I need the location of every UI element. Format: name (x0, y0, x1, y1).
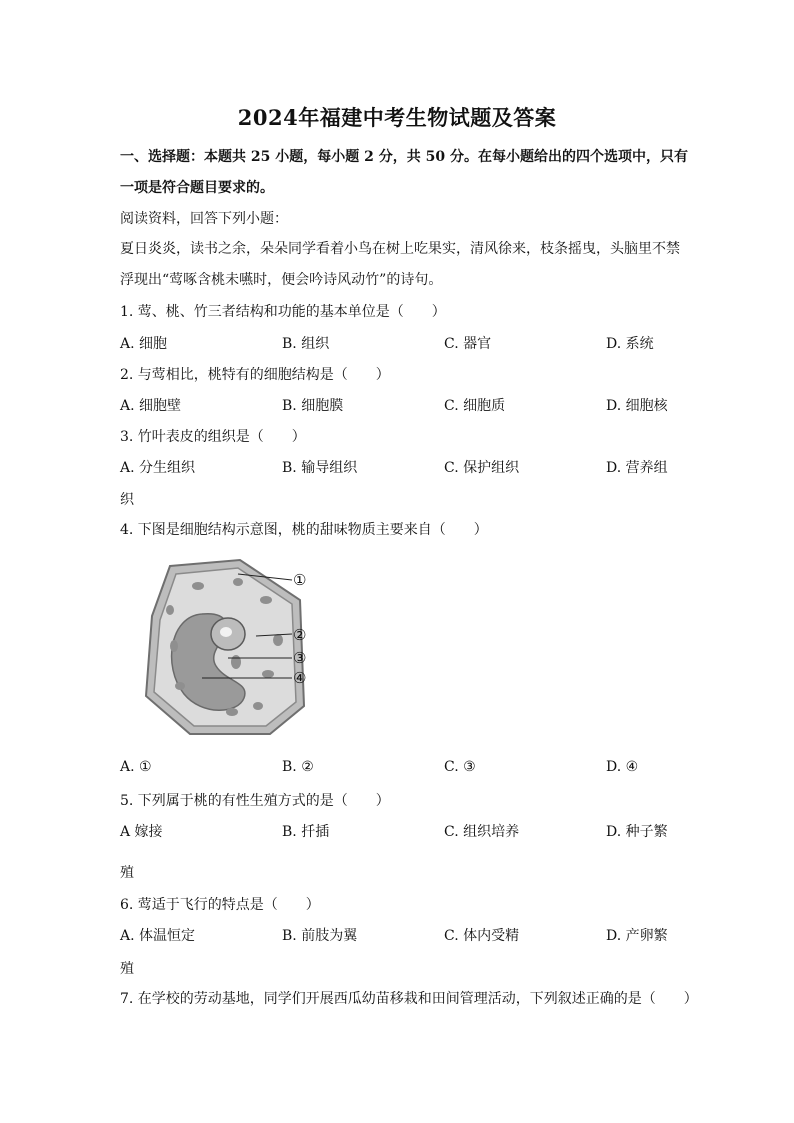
question-3-option-a: A. 分生组织 (120, 460, 196, 476)
question-4-option-a: A. ① (120, 759, 152, 775)
question-3-option-d: D. 营养组 (606, 460, 668, 476)
intro-lead: 阅读资料，回答下列小题： (120, 211, 288, 227)
question-2-option-c: C. 细胞质 (444, 398, 506, 414)
question-4-stem: 4. 下图是细胞结构示意图，桃的甜味物质主要来自（ ） (120, 522, 488, 538)
question-5-option-b: B. 扦插 (282, 824, 330, 840)
question-4-option-c: C. ③ (444, 759, 476, 775)
question-6-option-d: D. 产卵繁 (606, 928, 668, 944)
question-6-option-b: B. 前肢为翼 (282, 928, 358, 944)
page-title: 2024年福建中考生物试题及答案 (237, 105, 557, 130)
question-6-option-a: A. 体温恒定 (120, 928, 196, 944)
question-2-stem: 2. 与莺相比，桃特有的细胞结构是（ ） (120, 367, 390, 383)
question-3-option-c: C. 保护组织 (444, 460, 520, 476)
intro-paragraph-line1: 夏日炎炎，读书之余，朵朵同学看着小鸟在树上吃果实，清风徐来，枝条摇曳，头脑里不禁 (120, 241, 680, 257)
chloroplast (166, 605, 174, 615)
question-2-option-a: A. 细胞壁 (120, 398, 182, 414)
question-2-option-b: B. 细胞膜 (282, 398, 344, 414)
question-7-stem: 7. 在学校的劳动基地，同学们开展西瓜幼苗移栽和田间管理活动，下列叙述正确的是（ ） (120, 991, 698, 1007)
question-1-option-a: A. 细胞 (120, 336, 168, 352)
figure-marker-4: ④ (293, 669, 307, 687)
question-4-option-b: B. ② (282, 759, 314, 775)
figure-marker-3: ③ (293, 649, 307, 667)
chloroplast (273, 634, 283, 646)
nucleolus (220, 627, 232, 637)
question-5-option-d-wrap: 殖 (120, 865, 134, 881)
question-6-option-d-wrap: 殖 (120, 961, 134, 977)
question-3-option-d-wrap: 织 (120, 492, 134, 508)
chloroplast (226, 708, 238, 716)
chloroplast (192, 582, 204, 590)
question-1-option-b: B. 组织 (282, 336, 330, 352)
chloroplast (253, 702, 263, 710)
chloroplast (231, 655, 241, 669)
question-6-stem: 6. 莺适于飞行的特点是（ ） (120, 897, 320, 913)
section-heading-line1: 一、选择题：本题共 25 小题，每小题 2 分，共 50 分。在每小题给出的四个选项中，只有 (120, 149, 688, 165)
question-3-stem: 3. 竹叶表皮的组织是（ ） (120, 429, 306, 445)
chloroplast (175, 682, 185, 690)
intro-paragraph-line2: 浮现出“莺啄含桃未嚥时，便会吟诗风动竹”的诗句。 (120, 272, 443, 288)
question-5-option-a: A 嫁接 (120, 824, 163, 840)
question-1-stem: 1. 莺、桃、竹三者结构和功能的基本单位是（ ） (120, 304, 446, 320)
question-2-option-d: D. 细胞核 (606, 398, 668, 414)
question-4-option-d: D. ④ (606, 759, 639, 775)
question-5-option-d: D. 种子繁 (606, 824, 668, 840)
question-1-option-c: C. 器官 (444, 336, 492, 352)
question-5-option-c: C. 组织培养 (444, 824, 520, 840)
chloroplast (260, 596, 272, 604)
chloroplast (233, 578, 243, 586)
question-6-option-c: C. 体内受精 (444, 928, 520, 944)
question-1-option-d: D. 系统 (606, 336, 654, 352)
question-3-option-b: B. 输导组织 (282, 460, 358, 476)
section-heading-line2: 一项是符合题目要求的。 (120, 180, 274, 196)
figure-marker-2: ② (293, 626, 307, 644)
chloroplast (262, 670, 274, 678)
question-5-stem: 5. 下列属于桃的有性生殖方式的是（ ） (120, 793, 390, 809)
figure-marker-1: ① (293, 571, 307, 589)
chloroplast (170, 640, 178, 652)
